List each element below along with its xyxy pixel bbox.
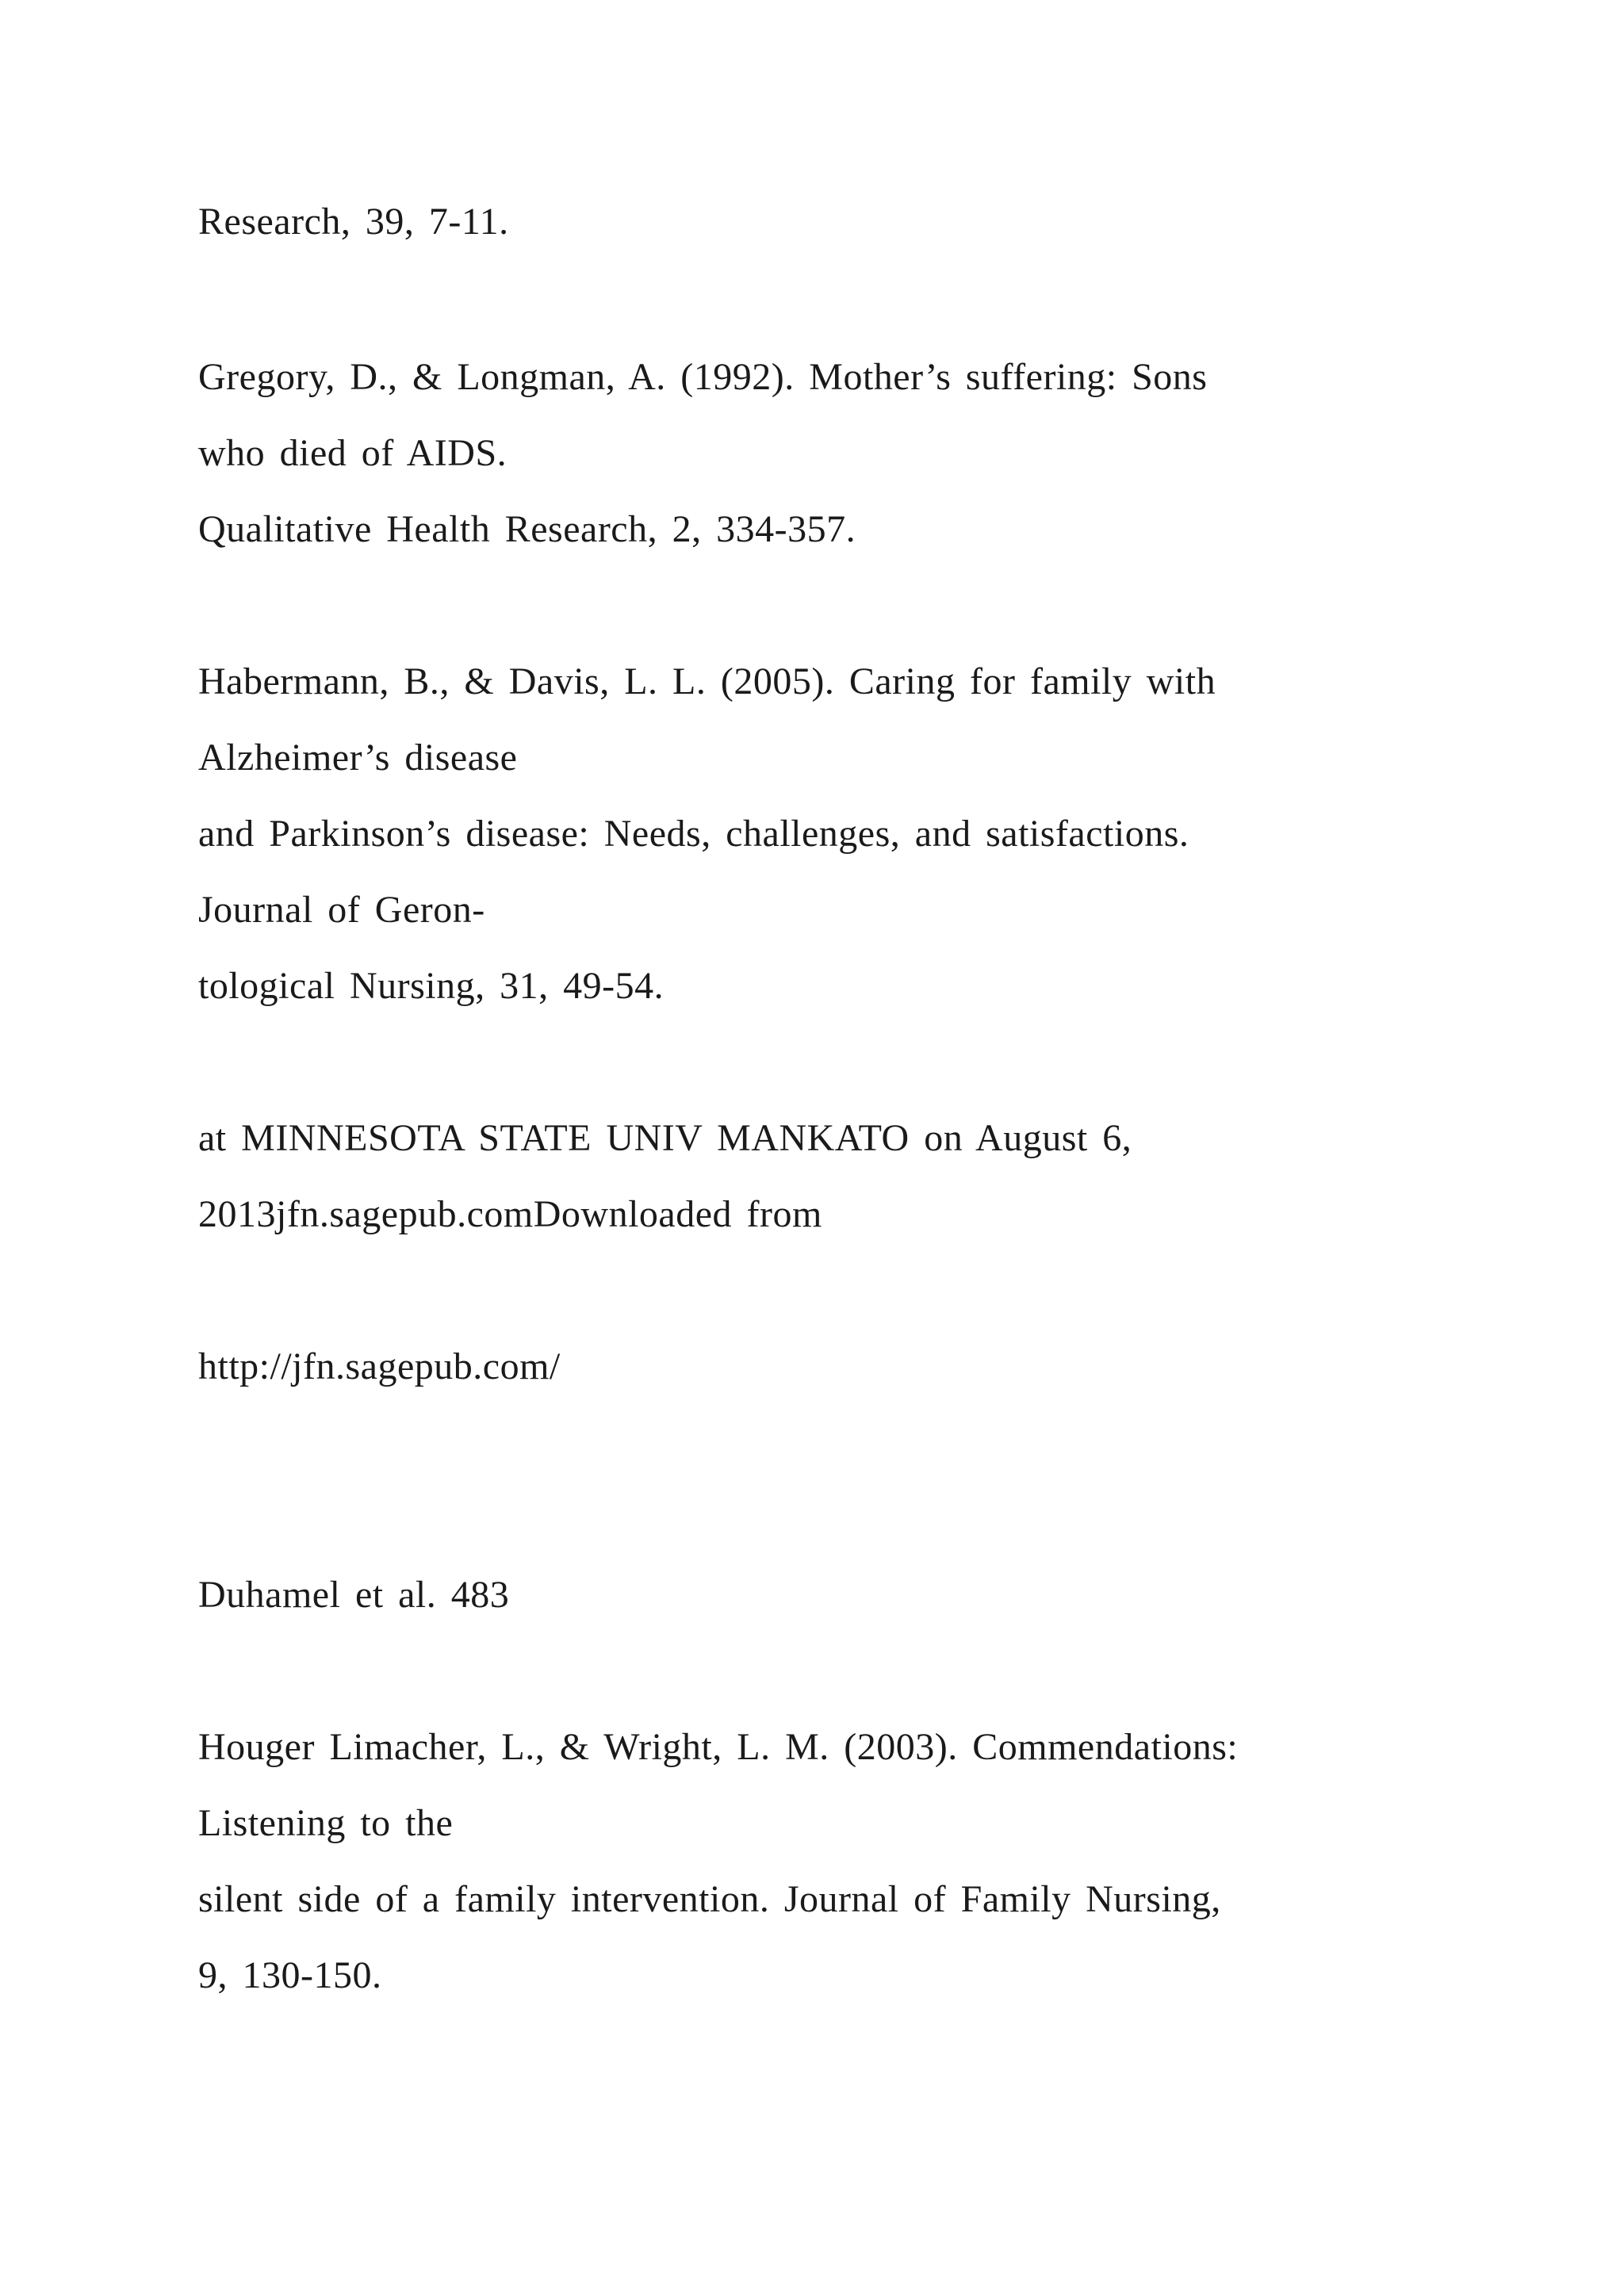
reference-habermann-line-5: tological Nursing, 31, 49-54.: [198, 965, 665, 1007]
reference-habermann-line-3: and Parkinson’s disease: Needs, challenges, and satisfactions.: [198, 813, 1189, 855]
reference-gregory-line-3: Qualitative Health Research, 2, 334-357.: [198, 508, 856, 550]
reference-habermann-line-4: Journal of Geron-: [198, 889, 485, 931]
reference-line-research: Research, 39, 7-11.: [198, 201, 509, 243]
reference-gregory-line-1: Gregory, D., & Longman, A. (1992). Mother’s suffering: Sons: [198, 356, 1208, 398]
reference-houger-line-1: Houger Limacher, L., & Wright, L. M. (2003). Commendations:: [198, 1726, 1239, 1768]
download-notice-line-1: at MINNESOTA STATE UNIV MANKATO on August 6,: [198, 1117, 1132, 1159]
running-header: Duhamel et al. 483: [198, 1574, 510, 1616]
reference-houger-line-4: 9, 130-150.: [198, 1954, 382, 1996]
reference-habermann-line-1: Habermann, B., & Davis, L. L. (2005). Caring for family with: [198, 660, 1216, 702]
reference-gregory-line-2: who died of AIDS.: [198, 432, 508, 474]
download-notice-line-2: 2013jfn.sagepub.comDownloaded from: [198, 1193, 822, 1235]
reference-houger-line-3: silent side of a family intervention. Journal of Family Nursing,: [198, 1878, 1221, 1920]
source-url: http://jfn.sagepub.com/: [198, 1345, 561, 1387]
reference-houger-line-2: Listening to the: [198, 1802, 454, 1844]
reference-habermann-line-2: Alzheimer’s disease: [198, 737, 518, 779]
